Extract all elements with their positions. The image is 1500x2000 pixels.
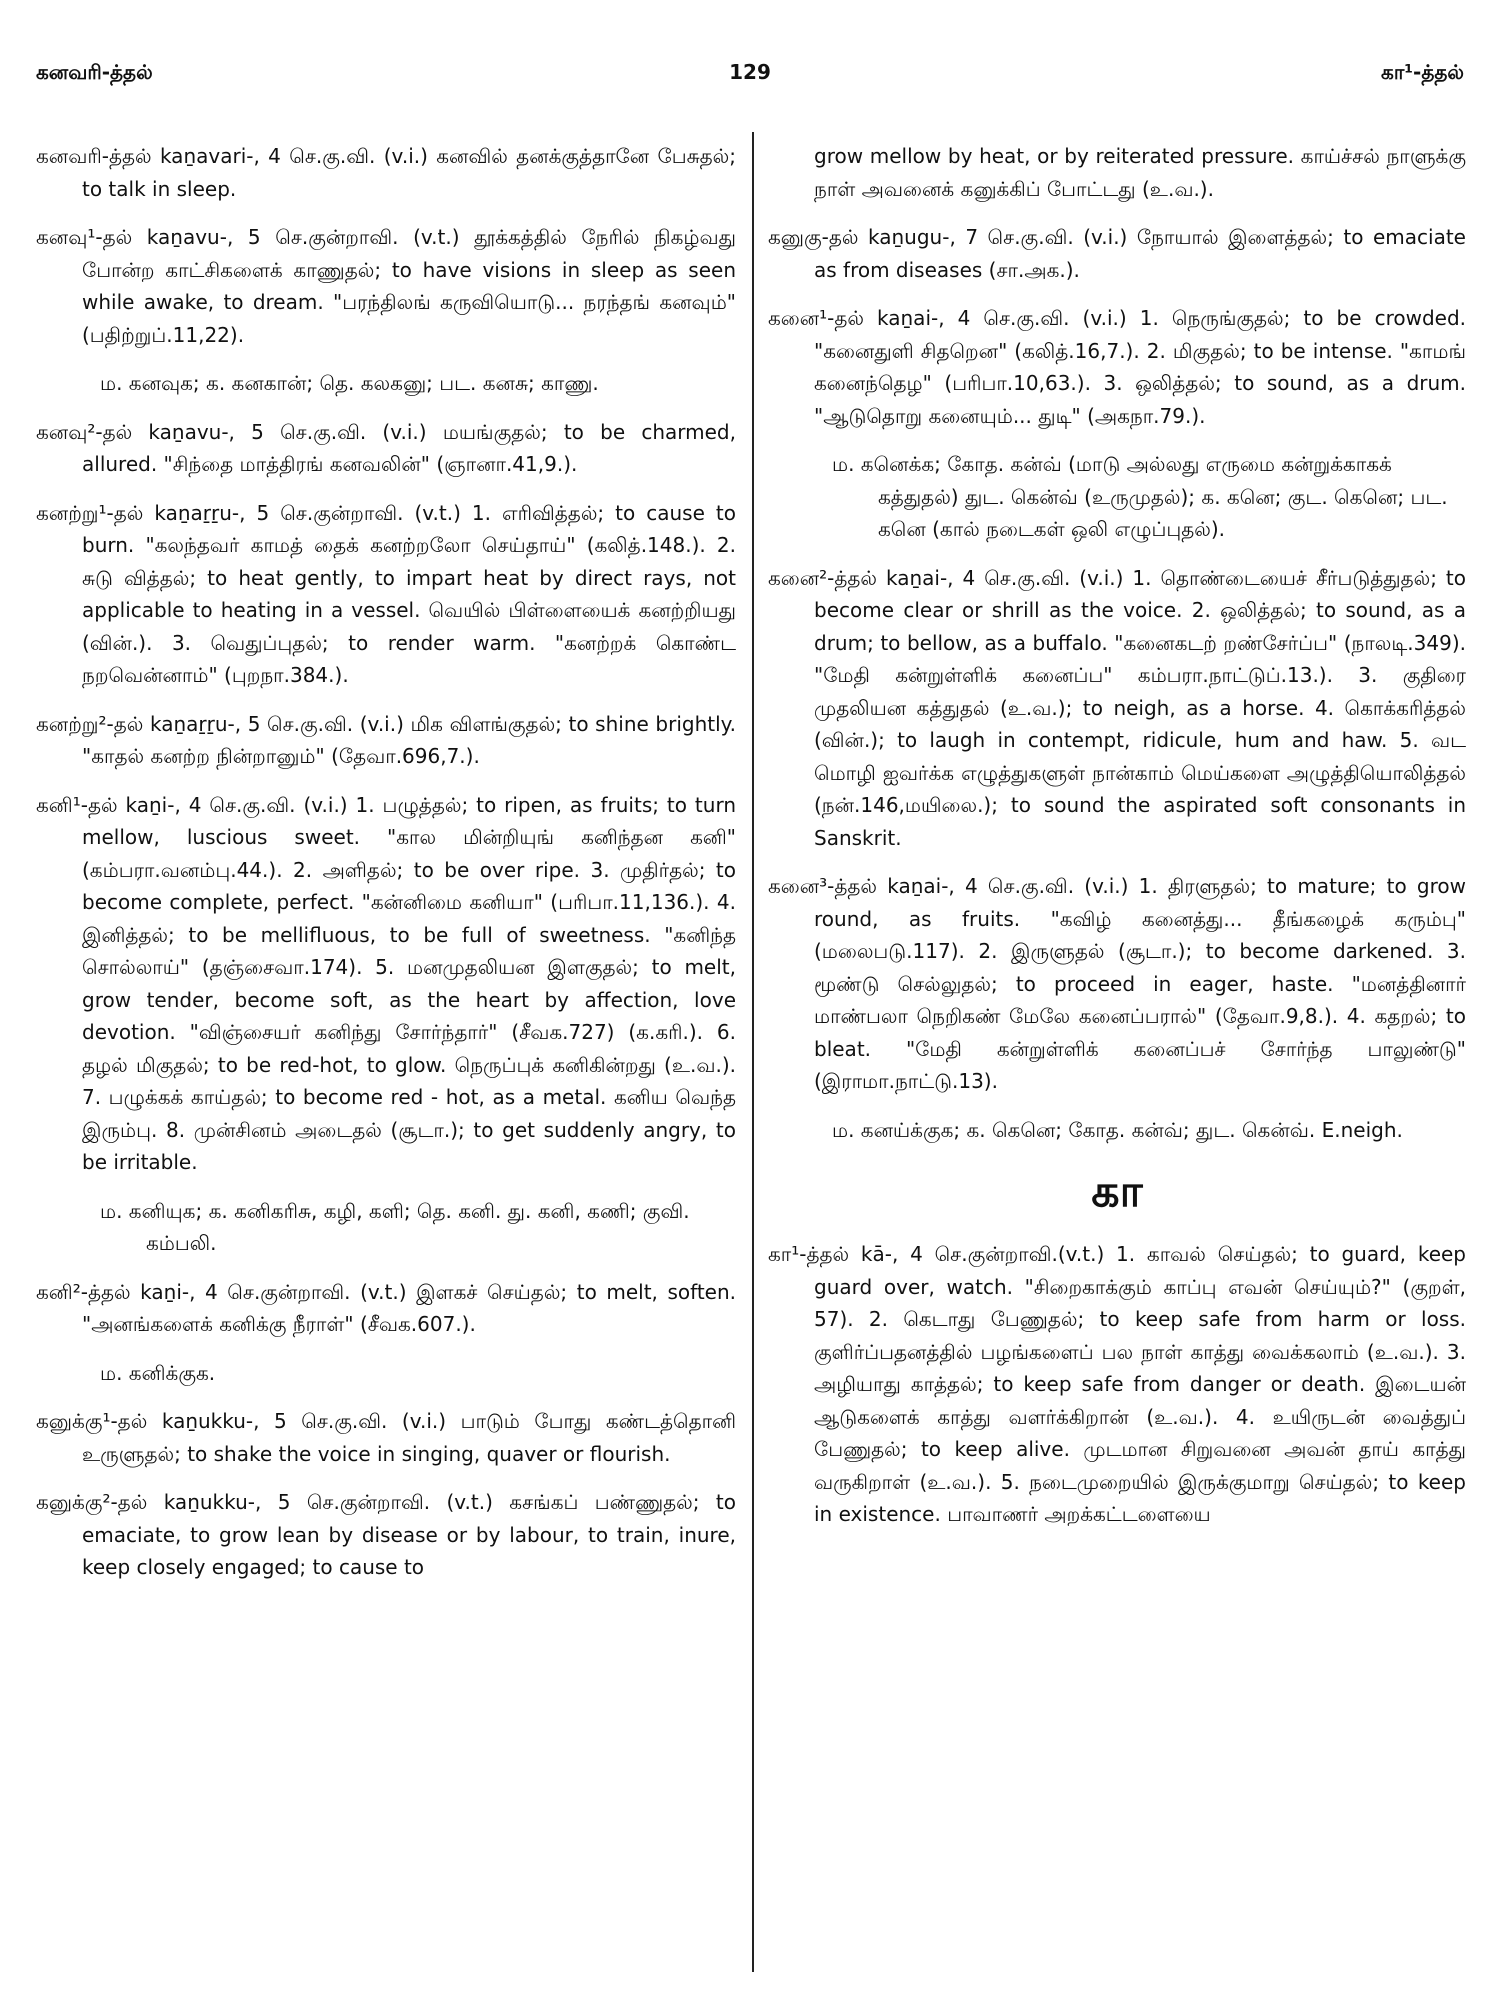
dictionary-entry: கனுக்கு²-தல் kaṉukku-, 5 செ.குன்றாவி. (v.t.) கசங்கப் பண்ணுதல்; to emaciate, to grow lean by disease or by labour, to train, inure, keep closely engaged; to cause to (36, 1490, 736, 1579)
right-column (768, 140, 1466, 1547)
dictionary-entry: கனி¹-தல் kaṉi-, 4 செ.கு.வி. (v.i.) 1. பழுத்தல்; to ripen, as fruits; to turn mellow, luscious sweet. "கால மின்றியுங் கனிந்தன கனி" (கம்பரா.வனம்பு.44.). 2. அளிதல்; to be over ripe. 3. முதிர்தல்; to become complete, perfect. "கன்னிமை கனியா" (பரிபா.11,136.). 4. இனித்தல்; to be mellifluous, to be full of sweetness. "கனிந்த சொல்லாய்" (தஞ்சைவா.174). 5. மனமுதலியன இளகுதல்; to melt, grow tender, become soft, as the heart by affection, love devotion. "விஞ்சையர் கனிந்து சோர்ந்தார்" (சீவக.727) (க.கரி.). 6. தழல் மிகுதல்; to be red-hot, to glow. நெருப்புக் கனிகின்றது (உ.வ.). 7. பழுக்கக் காய்தல்; to become red - hot, as a metal. கனிய வெந்த இரும்பு. 8. முன்சினம் அடைதல் (சூடா.); to get suddenly angry, to be irritable. (36, 792, 736, 1174)
column-divider (752, 132, 754, 1972)
running-head-left: கனவரி-த்தல் (36, 60, 153, 84)
dictionary-entry: கனை¹-தல் kaṉai-, 4 செ.கு.வி. (v.i.) 1. நெருங்குதல்; to be crowded. "கனைதுளி சிதறென" (கலித்.16,7.). 2. மிகுதல்; to be intense. "காமங் கனைந்தெழ" (பரிபா.10,63.). 3. ஒலித்தல்; to sound, as a drum. "ஆடுதொறு கனையும்... துடி" (அகநா.79.). (768, 306, 1466, 428)
dictionary-entry: கனற்று¹-தல் kaṉaṟṟu-, 5 செ.குன்றாவி. (v.t.) 1. எரிவித்தல்; to cause to burn. "கலந்தவர் காமத் தைக் கனற்றலோ செய்தாய்" (கலித்.148.). 2. சுடு வித்தல்; to heat gently, to impart heat by direct rays, not applicable to heating in a vessel. வெயில் பிள்ளையைக் கனற்றியது (வின்.). 3. வெதுப்புதல்; to render warm. "கனற்றக் கொண்ட நறவென்னாம்" (புறநா.384.). (36, 500, 736, 687)
dictionary-entry: கனை²-த்தல் kaṉai-, 4 செ.கு.வி. (v.i.) 1. தொண்டையைச் சீர்படுத்துதல்; to become clear or shrill as the voice. 2. ஒலித்தல்; to sound, as a drum; to bellow, as a buffalo. "கனைகடற் றண்சேர்ப்ப" (நாலடி.349). "மேதி கன்றுள்ளிக் கனைப்ப" கம்பரா.நாட்டுப்.13.). 3. குதிரை முதலியன கத்துதல் (உ.வ.); to neigh, as a horse. 4. கொக்கரித்தல் (வின்.); to laugh in contempt, ridicule, hum and haw. 5. வட மொழி ஐவர்க்க எழுத்துகளுள் நான்காம் மெய்களை அழுத்தியொலித்தல் (நன்.146,மயிலை.); to sound the aspirated soft consonants in Sanskrit. (768, 565, 1466, 850)
cognate-line: ம. கனய்க்குக; க. கெனெ; கோத. கன்வ்; துட. கென்வ். E.neigh. (832, 1117, 1403, 1142)
cognate-line: ம. கனெக்க; கோத. கன்வ் (மாடு அல்லது எருமை கன்றுக்காகக் கத்துதல்) துட. கென்வ் (உருமுதல்); க. கனெ; குட. கெனெ; பட. கனெ (கால் நடைகள் ஒலி எழுப்புதல்). (832, 452, 1448, 541)
dictionary-entry: கனவு²-தல் kaṉavu-, 5 செ.கு.வி. (v.i.) மயங்குதல்; to be charmed, allured. "சிந்தை மாத்திரங் கனவலின்" (ஞானா.41,9.). (36, 419, 736, 476)
cognate-line: ம. கனியுக; க. கனிகரிசு, கழி, களி; தெ. கனி. து. கனி, கணி; குவி. கம்பலி. (100, 1198, 690, 1255)
cognate-line: ம. கனிக்குக. (100, 1360, 216, 1385)
dictionary-entry: கனவரி-த்தல் kaṉavari-, 4 செ.கு.வி. (v.i.) கனவில் தனக்குத்தானே பேசுதல்; to talk in sleep. (36, 144, 736, 201)
cognate-line: ம. கனவுக; க. கனகான்; தெ. கலகனு; பட. கனசு; காணு. (100, 371, 599, 395)
dictionary-entry: கனவு¹-தல் kaṉavu-, 5 செ.குன்றாவி. (v.t.) தூக்கத்தில் நேரில் நிகழ்வது போன்ற காட்சிகளைக் காணுதல்; to have visions in sleep as seen while awake, to dream. "பரந்திலங் கருவியொடு... நரந்தங் கனவும்" (பதிற்றுப்.11,22). (36, 225, 736, 347)
dictionary-entry: கனுகு-தல் kaṉugu-, 7 செ.கு.வி. (v.i.) நோயால் இளைத்தல்; to emaciate as from diseases (சா.அக.). (768, 225, 1466, 282)
running-head-right: கா¹-த்தல் (1381, 60, 1464, 84)
page-header (36, 60, 1464, 96)
dictionary-entry: கனுக்கு¹-தல் kaṉukku-, 5 செ.கு.வி. (v.i.) பாடும் போது கண்டத்தொனி உருளுதல்; to shake the voice in singing, quaver or flourish. (36, 1409, 736, 1466)
dictionary-entry: கா¹-த்தல் kā-, 4 செ.குன்றாவி.(v.t.) 1. காவல் செய்தல்; to guard, keep guard over, watch. "சிறைகாக்கும் காப்பு எவன் செய்யும்?" (குறள், 57). 2. கெடாது பேணுதல்; to keep safe from harm or loss. குளிர்ப்பதனத்தில் பழங்களைப் பல நாள் காத்து வைக்கலாம் (உ.வ.). 3. அழியாது காத்தல்; to keep safe from danger or death. இடையன் ஆடுகளைக் காத்து வளர்க்கிறான் (உ.வ.). 4. உயிருடன் வைத்துப் பேணுதல்; to keep alive. முடமான சிறுவனை அவன் தாய் காத்து வருகிறாள் (உ.வ.). 5. நடைமுறையில் இருக்குமாறு செய்தல்; to keep in existence. பாவாணர் அறக்கட்டளையை (768, 1242, 1466, 1526)
dictionary-entry: கனற்று²-தல் kaṉaṟṟu-, 5 செ.கு.வி. (v.i.) மிக விளங்குதல்; to shine brightly. "காதல் கனற்ற நின்றானும்" (தேவா.696,7.). (36, 711, 736, 768)
dictionary-entry-continued: grow mellow by heat, or by reiterated pressure. காய்ச்சல் நாளுக்கு நாள் அவனைக் கனுக்கிப் போட்டது (உ.வ.). (814, 144, 1466, 201)
dictionary-entry: கனி²-த்தல் kaṉi-, 4 செ.குன்றாவி. (v.t.) இளகச் செய்தல்; to melt, soften. "அனங்களைக் கனிக்கு நீராள்" (சீவக.607.). (36, 1279, 736, 1336)
page-number: 129 (729, 60, 771, 84)
section-letter: கா (1091, 1166, 1143, 1217)
left-column (36, 140, 736, 1600)
dictionary-entry: கனை³-த்தல் kaṉai-, 4 செ.கு.வி. (v.i.) 1. திரளுதல்; to mature; to grow round, as fruits. "கவிழ் கனைத்து... தீங்கழைக் கரும்பு" (மலைபடு.117). 2. இருளுதல் (சூடா.); to become darkened. 3. மூண்டு செல்லுதல்; to proceed in eager, haste. "மனத்தினார் மாண்பலா நெறிகண் மேலே கனைப்பரால்" (தேவா.9,8.). 4. கதறல்; to bleat. "மேதி கன்றுள்ளிக் கனைப்பச் சோர்ந்த பாலுண்டு" (இராமா.நாட்டு.13). (768, 874, 1466, 1093)
